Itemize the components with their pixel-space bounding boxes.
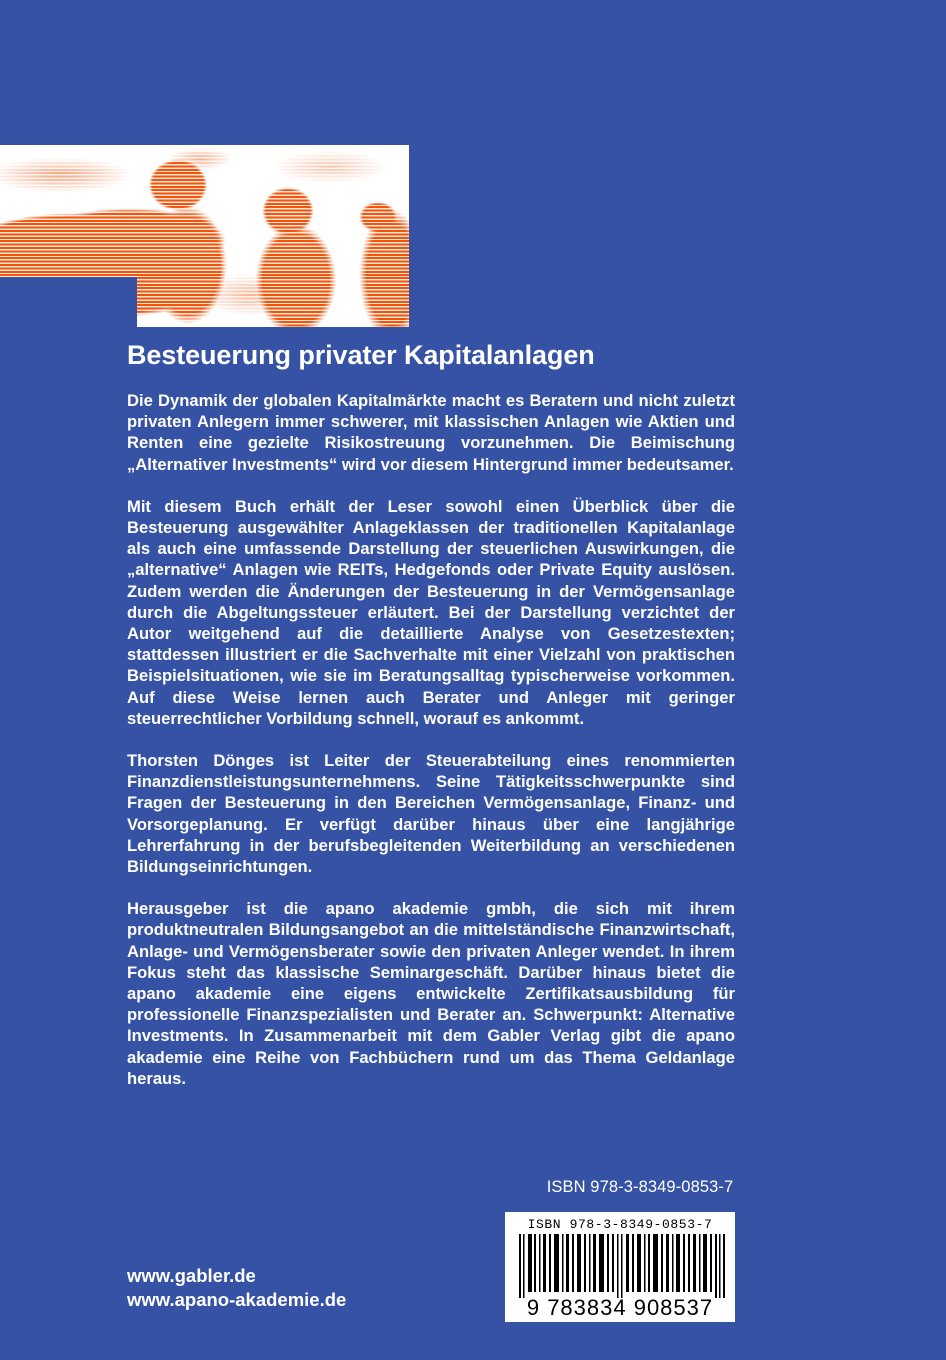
- blurb-paragraph-2: Mit diesem Buch erhält der Leser sowohl einen Überblick über die Besteuerung ausgewählter Anlageklassen der traditionellen Kapitalanlage als auch eine umfassende Darstellung der steuerlichen Auswirkungen, die „alternative“ Anlagen wie REITs, Hedgefonds oder Private Equity auslösen. Zudem werden die Änderungen der Besteuerung in der Vermögensanlage durch die Abgeltungssteuer erläutert. Bei der Darstellung verzichtet der Autor weitgehend auf die detaillierte Analyse von Gesetzestexten; stattdessen illustriert er die Sachverhalte mit einer Vielzahl von praktischen Beispielsituationen, wie sie im Beratungsalltag typischerweise vorkommen. Auf diese Weise lernen auch Berater und Anleger mit geringer steuerrechtlicher Vorbildung schnell, worauf es ankommt.: [127, 496, 735, 728]
- blurb-paragraph-1: Die Dynamik der globalen Kapitalmärkte macht es Beratern und nicht zuletzt privaten Anlegern immer schwerer, mit klassischen Anlagen wie Aktien und Renten eine gezielte Risikostreuung vorzunehmen. Die Beimischung „Alternativer Investments“ wird vor diesem Hintergrund immer bedeutsamer.: [127, 391, 735, 474]
- cover-photo-upper-band: [0, 145, 409, 277]
- barcode-digits: 9 783834 908537: [526, 1295, 714, 1320]
- author-bio-paragraph: Thorsten Dönges ist Leiter der Steuerabteilung eines renommierten Finanzdienstleistungsunternehmens. Seine Tätigkeitsschwerpunkte sind Fragen der Besteuerung in den Bereichen Vermögensanlage, Finanz- und Vorsorgeplanung. Er verfügt darüber hinaus über eine langjährige Lehrerfahrung in der berufsbegleitenden Weiterbildung an verschiedenen Bildungseinrichtungen.: [127, 751, 735, 877]
- barcode-bars: [517, 1234, 729, 1298]
- cover-photo-artwork: [0, 145, 409, 277]
- cover-photo: [0, 145, 409, 327]
- cover-photo-lower-band: [137, 277, 409, 327]
- page-title: Besteuerung privater Kapitalanlagen: [127, 340, 595, 370]
- blurb-column: [127, 338, 735, 1089]
- publisher-urls: [127, 1264, 346, 1312]
- url-gabler[interactable]: www.gabler.de: [127, 1265, 256, 1286]
- barcode-isbn-caption: ISBN 978-3-8349-0853-7: [527, 1217, 713, 1232]
- publisher-paragraph: Herausgeber ist die apano akademie gmbh, die sich mit ihrem produktneutralen Bildungsangebot an die mittelständische Finanzwirtschaft, Anlage- und Vermögensberater sowie den privaten Anleger wendet. In ihrem Fokus steht das klassische Seminargeschäft. Darüber hinaus bietet die apano akademie eine eigens entwickelte Zertifikatsausbildung für professionelle Finanzspezialisten und Berater an. Schwerpunkt: Alternative Investments. In Zusammenarbeit mit dem Gabler Verlag gibt die apano akademie eine Reihe von Fachbüchern rund um das Thema Geldanlage heraus.: [127, 899, 735, 1088]
- url-apano-akademie[interactable]: www.apano-akademie.de: [127, 1289, 347, 1310]
- isbn-barcode: [505, 1212, 735, 1322]
- isbn-label: ISBN 978-3-8349-0853-7: [546, 1178, 734, 1196]
- cover-photo-artwork: [137, 277, 409, 327]
